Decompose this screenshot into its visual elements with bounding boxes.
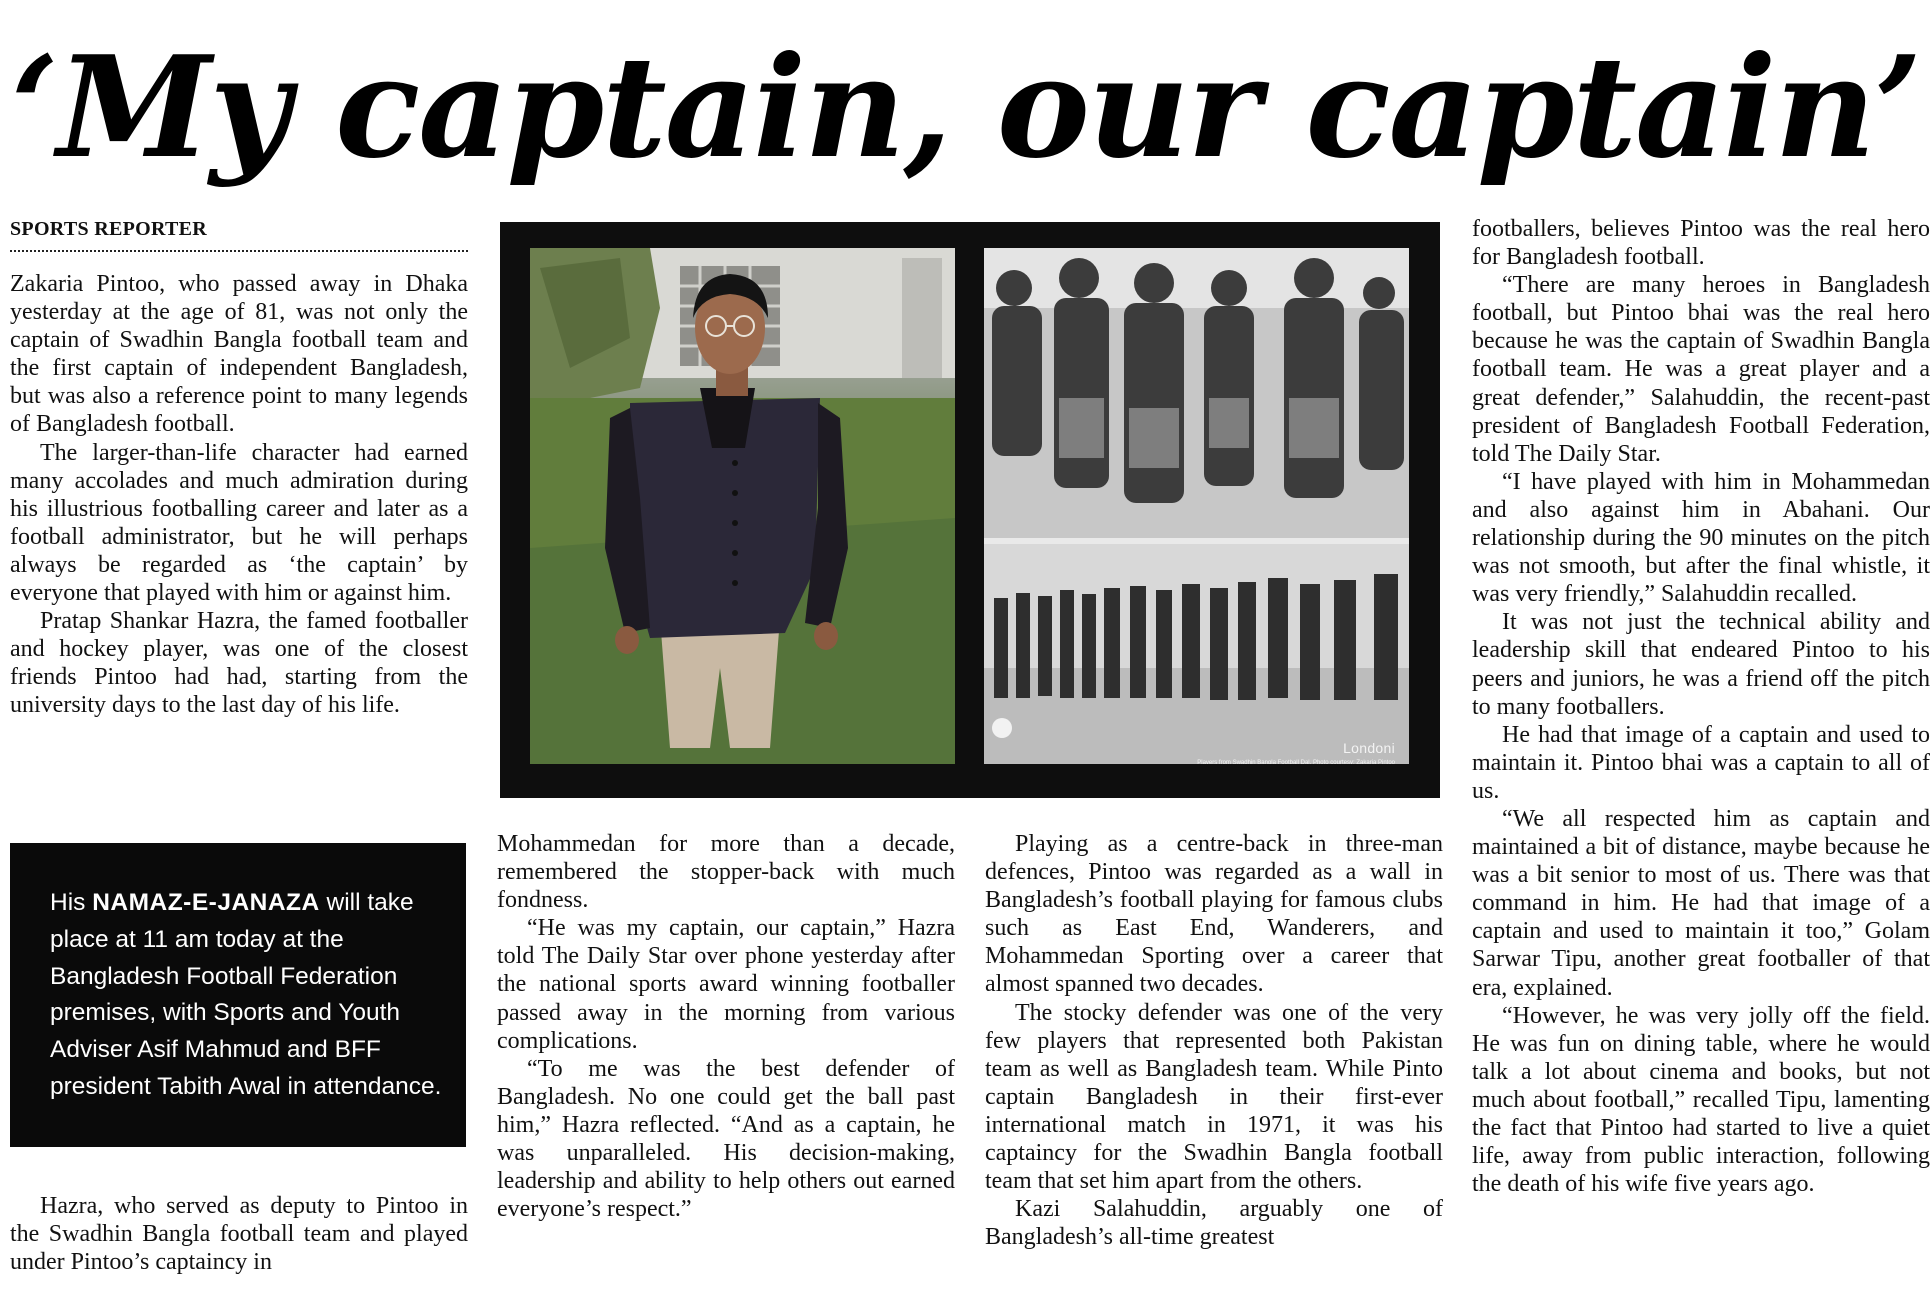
- article-column-1-continued: [10, 1192, 468, 1276]
- paragraph: Pratap Shankar Hazra, the famed footballer and hockey player, was one of the closest friends Pintoo had had, starting from the university days to the last day of his life.: [10, 608, 468, 719]
- paragraph: “He was my captain, our captain,” Hazra told The Daily Star over phone yesterday after the national sports award winning footballer passed away in the morning from various complications.: [497, 915, 955, 1054]
- paragraph: The larger-than-life character had earned many accolades and much admiration during his illustrious footballing career and later as a football administrator, but he will perhaps always be regarded as ‘the captain’ by everyone that played with him or against him.: [10, 439, 468, 607]
- paragraph: It was not just the technical ability and leadership skill that endeared Pintoo to his peers and juniors, he was a friend off the pitch to many footballers.: [1472, 609, 1930, 720]
- paragraph: “However, he was very jolly off the field. He was fun on dining table, where he would talk a lot about cinema and books, but not much about football,” recalled Tipu, lamenting the fact that Pintoo had started to live a quiet life, away from public interaction, following the death of his wife five years ago.: [1472, 1002, 1930, 1198]
- photo-caption: Players from Swadhin Bangla Football Dal. Photo courtesy: Zakaria Pintoo: [1197, 760, 1395, 764]
- archive-team-photo: [984, 248, 1409, 764]
- paragraph: Playing as a centre-back in three-man defences, Pintoo was regarded as a wall in Bangladesh’s football playing for famous clubs such as East End, Wanderers, and Mohammedan Sporting over a career that almost spanned two decades.: [985, 831, 1443, 998]
- paragraph: The stocky defender was one of the very few players that represented both Pakistan team as well as Bangladesh team. While Pinto captain Bangladesh in their first-ever international match in 1971, it was his captaincy for the Swadhin Bangla football team that set him apart from the others.: [985, 999, 1443, 1195]
- headline: ‘My captain, our captain’: [10, 25, 1921, 189]
- paragraph: Kazi Salahuddin, arguably one of Bangladesh’s all-time greatest: [985, 1196, 1443, 1251]
- portrait-photo: [530, 248, 955, 764]
- article-column-1: [10, 270, 468, 720]
- byline: SPORTS REPORTER: [10, 218, 468, 252]
- paragraph: Zakaria Pintoo, who passed away in Dhaka yesterday at the age of 81, was not only the captain of Swadhin Bangla football team and the first captain of independent Bangladesh, but was also a reference point to many legends of Bangladesh football.: [10, 271, 468, 438]
- photo-frame: [500, 222, 1440, 798]
- photo-watermark: Londoni: [1343, 740, 1395, 756]
- paragraph: “To me was the best defender of Bangladesh. No one could get the ball past him,” Hazra reflected. “And as a captain, he was unparalleled. His decision-making, leadership and ability to help others out earned everyone’s respect.”: [497, 1055, 955, 1223]
- paragraph: “I have played with him in Mohammedan and also against him in Abahani. Our relationship during the 90 minutes on the pitch was not smooth, but after the final whistle, it was very friendly,” Salahuddin recalled.: [1472, 468, 1930, 608]
- article-column-3: [985, 830, 1443, 1251]
- paragraph: He had that image of a captain and used to maintain it. Pintoo bhai was a captain to all of us.: [1472, 721, 1930, 804]
- infobox-text: will take place at 11 am today at the Bangladesh Football Federation premises, with Sports and Youth Adviser Asif Mahmud and BFF president Tabith Awal in attendance.: [50, 889, 442, 1100]
- article-column-4: [1472, 215, 1930, 1198]
- paragraph: “There are many heroes in Bangladesh football, but Pintoo bhai was the real hero because he was the captain of Swadhin Bangla football team. He was a great player and a great defender,” Salahuddin, the recent-past president of Bangladesh Football Federation, told The Daily Star.: [1472, 272, 1930, 467]
- infobox-highlight: NAMAZ-E-JANAZA: [92, 889, 320, 916]
- paragraph: footballers, believes Pintoo was the real hero for Bangladesh football.: [1472, 216, 1930, 271]
- paragraph: “We all respected him as captain and maintained a bit of distance, maybe because he was a bit senior to most of us. There was that command in him. He had that image of a captain and used to maintain it too,” Golam Sarwar Tipu, another great footballer of that era, explained.: [1472, 805, 1930, 1001]
- paragraph: Hazra, who served as deputy to Pintoo in the Swadhin Bangla football team and played under Pintoo’s captaincy in: [10, 1193, 468, 1276]
- infobox-prefix: His: [50, 889, 93, 916]
- paragraph: Mohammedan for more than a decade, remembered the stopper-back with much fondness.: [497, 831, 955, 914]
- janaza-info-box: [10, 843, 466, 1147]
- article-column-2: [497, 830, 955, 1223]
